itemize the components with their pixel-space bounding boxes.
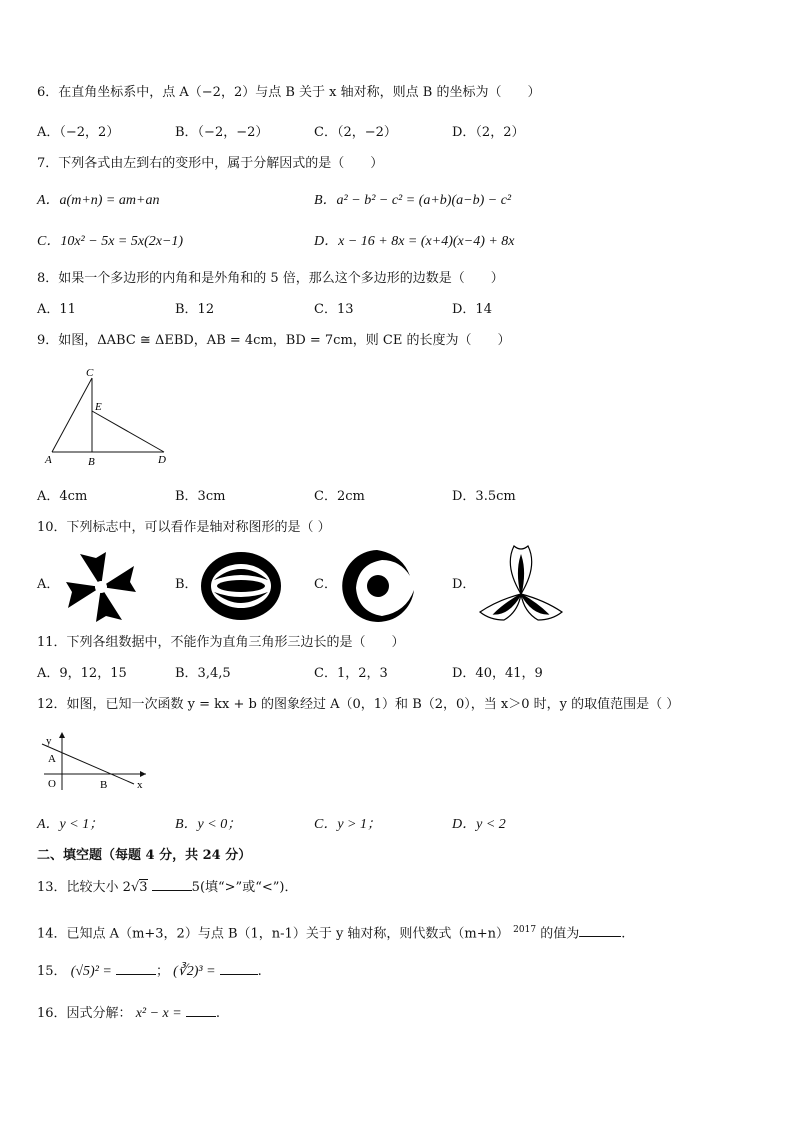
q6-option-c[interactable]: C．（2，−2） <box>314 125 397 140</box>
section-title-fill-blank: 二、填空题（每题 4 分，共 24 分） <box>37 848 252 863</box>
q10-option-b-label[interactable]: B． <box>175 577 198 592</box>
q9-option-b[interactable]: B．3cm <box>175 489 226 504</box>
q13-radicand: 3 <box>139 880 148 895</box>
q12-option-d[interactable]: D．y < 2 <box>452 817 506 832</box>
q8-option-d[interactable]: D．14 <box>452 302 492 317</box>
q16-prefix: 16．因式分解： <box>37 1006 132 1021</box>
label-a: A <box>48 753 56 765</box>
label-e: E <box>95 401 102 413</box>
q15-end: . <box>257 964 262 979</box>
q13-prefix: 13．比较大小 2 <box>37 880 131 895</box>
q14-exponent: 2017 <box>513 925 537 935</box>
q7-option-c[interactable]: C．10x² − 5x = 5x(2x−1) <box>37 234 184 249</box>
q10-option-d-label[interactable]: D． <box>452 577 476 592</box>
label-a: A <box>45 454 52 466</box>
q12-stem: 12．如图，已知一次函数 y = kx + b 的图象经过 A（0，1）和 B（2，0），当 x＞0 时，y 的取值范围是（ ） <box>37 697 680 712</box>
q12-linear-function-graph <box>36 730 154 792</box>
q11-stem: 11．下列各组数据中，不能作为直角三角形三边长的是（ ） <box>37 635 405 650</box>
q14-line: 14．已知点 A（m+3，2）与点 B（1，n-1）关于 y 轴对称，则代数式（m+n） $^{2017}$ 的值为 . <box>37 925 626 942</box>
q15-line <box>37 962 262 981</box>
q14-stem: 14．已知点 A（m+3，2）与点 B（1，n-1）关于 y 轴对称，则代数式（m+n） <box>37 926 510 942</box>
q7-option-b[interactable]: B．a² − b² − c² = (a+b)(a−b) − c² <box>314 193 512 208</box>
q8-option-c[interactable]: C．13 <box>314 302 354 317</box>
q13-line <box>37 878 297 897</box>
q15-blank-2[interactable] <box>220 962 258 975</box>
eye-ring-logo-icon[interactable] <box>198 550 284 622</box>
q9-option-c[interactable]: C．2cm <box>314 489 365 504</box>
q13-suffix: 5(填“>”或“<”)． <box>191 880 298 895</box>
q14-answer-blank[interactable] <box>579 924 621 937</box>
q9-stem: 9．如图，ΔABC ≅ ΔEBD，AB = 4cm，BD = 7cm，则 CE 的长度为（ ） <box>37 333 511 348</box>
label-c: C <box>86 367 94 379</box>
q16-expression: x² − x = <box>135 1006 182 1021</box>
q8-option-b[interactable]: B．12 <box>175 302 215 317</box>
q16-end: . <box>215 1006 220 1021</box>
sqrt-symbol: √ <box>130 880 140 895</box>
q11-option-a[interactable]: A．9，12，15 <box>37 666 127 681</box>
circle-swirl-logo-icon[interactable] <box>336 546 418 624</box>
four-pinwheel-star-logo-icon[interactable] <box>62 548 140 626</box>
q9-option-d[interactable]: D．3.5cm <box>452 489 516 504</box>
label-d: D <box>158 454 166 466</box>
q10-stem: 10．下列标志中，可以看作是轴对称图形的是（ ） <box>37 520 331 535</box>
q16-answer-blank[interactable] <box>186 1004 216 1017</box>
q15-prefix: 15． <box>37 964 67 979</box>
q6-option-b[interactable]: B．（−2，−2） <box>175 125 269 140</box>
q12-option-c[interactable]: C．y > 1； <box>314 817 381 832</box>
q7-stem: 7．下列各式由左到右的变形中，属于分解因式的是（ ） <box>37 156 384 171</box>
q13-answer-blank[interactable] <box>152 878 192 891</box>
label-x: x <box>137 779 143 791</box>
q10-option-c-label[interactable]: C． <box>314 577 337 592</box>
q12-option-b[interactable]: B．y < 0； <box>175 817 242 832</box>
q6-option-a[interactable]: A．（−2，2） <box>37 125 120 140</box>
q6-option-d[interactable]: D．（2，2） <box>452 125 525 140</box>
q16-line <box>37 1004 220 1023</box>
q7-option-a[interactable]: A．a(m+n) = am+an <box>37 193 160 208</box>
q9-triangle-figure <box>40 366 180 470</box>
q8-stem: 8．如果一个多边形的内角和是外角和的 5 倍，那么这个多边形的边数是（ ） <box>37 271 504 286</box>
q15-separator: ； <box>155 964 169 979</box>
q15-part2: (∛2)³ = <box>173 964 216 979</box>
q8-option-a[interactable]: A．11 <box>37 302 76 317</box>
q9-option-a[interactable]: A．4cm <box>37 489 88 504</box>
q6-stem: 6．在直角坐标系中，点 A（−2，2）与点 B 关于 x 轴对称，则点 B 的坐标为（ ） <box>37 85 541 100</box>
label-o: O <box>48 778 56 790</box>
three-leaf-trefoil-logo-icon[interactable] <box>474 542 568 628</box>
q15-blank-1[interactable] <box>116 962 156 975</box>
label-y: y <box>46 735 52 747</box>
q11-option-b[interactable]: B．3,4,5 <box>175 666 231 681</box>
q15-part1: (√5)² = <box>70 964 112 979</box>
q14-tail: 的值为 <box>540 926 580 942</box>
label-b: B <box>100 779 108 791</box>
label-b: B <box>88 456 95 468</box>
q7-option-d[interactable]: D．x − 16 + 8x = (x+4)(x−4) + 8x <box>314 234 515 249</box>
q11-option-c[interactable]: C．1，2，3 <box>314 666 388 681</box>
q10-option-a-label[interactable]: A． <box>37 577 60 592</box>
q12-option-a[interactable]: A．y < 1； <box>37 817 104 832</box>
q11-option-d[interactable]: D．40，41，9 <box>452 666 543 681</box>
